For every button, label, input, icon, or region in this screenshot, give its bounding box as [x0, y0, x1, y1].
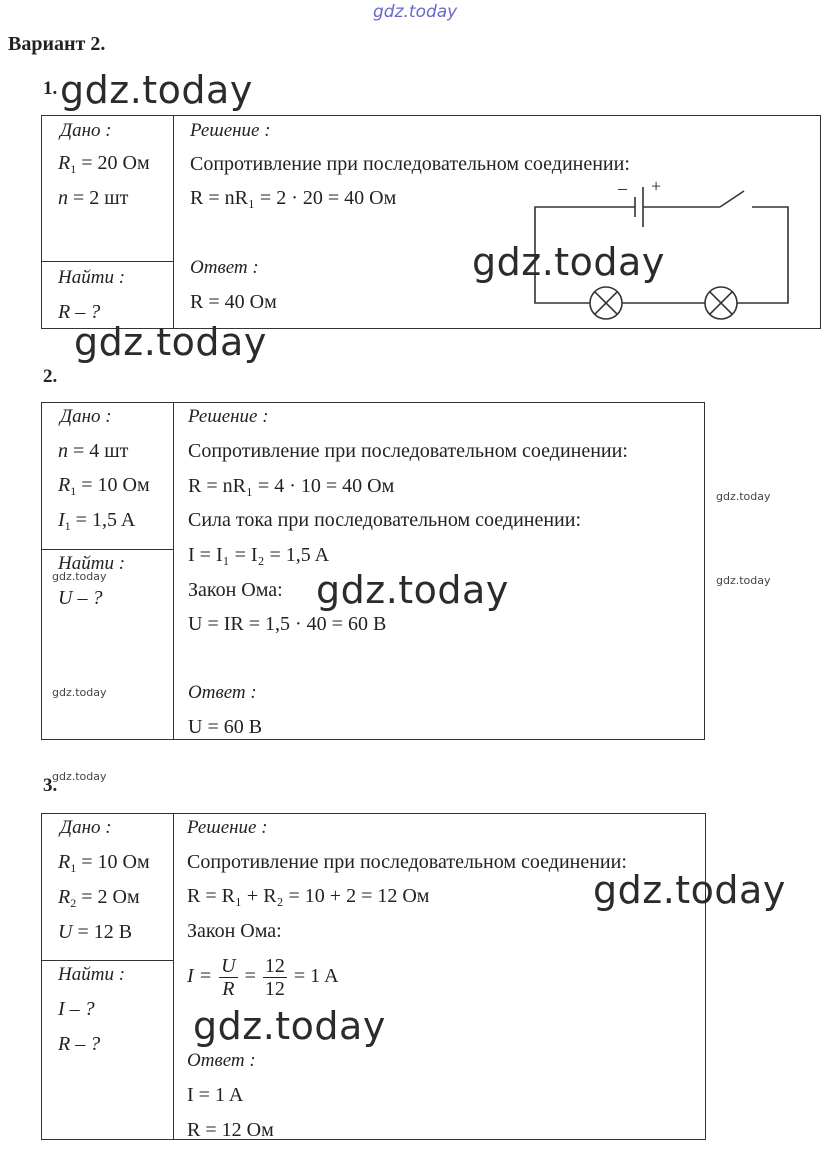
- task-1-answer-label: Ответ :: [190, 257, 259, 278]
- task-2-answer-label: Ответ :: [188, 682, 257, 703]
- battery-plus-sign: +: [651, 176, 662, 196]
- watermark: gdz.today: [716, 574, 771, 587]
- task-1-solution-line: Сопротивление при последовательном соединении:: [190, 153, 630, 175]
- task-3-answer: R = 12 Ом: [187, 1119, 274, 1141]
- task-3-find-item: R – ?: [58, 1033, 101, 1055]
- task-3-answer-label: Ответ :: [187, 1050, 256, 1071]
- task-2-solution-line: U = IR = 1,5 · 40 = 60 В: [188, 613, 387, 635]
- task-1-given-label: Дано :: [60, 120, 112, 141]
- task-2-solution-line: Сила тока при последовательном соединении:: [188, 509, 582, 531]
- watermark: gdz.today: [52, 770, 107, 783]
- watermark: gdz.today: [74, 320, 267, 364]
- watermark: gdz.today: [193, 1004, 386, 1048]
- watermark: gdz.today: [52, 686, 107, 699]
- task-3-ohm-formula: I = $\frac{U}{R}$ = $\frac{12}{12}$ = 1 A: [187, 955, 339, 1000]
- formula-fraction: $\frac{U}{R}$: [221, 955, 236, 1000]
- task-2-find-item: U – ?: [58, 587, 103, 609]
- task-3-given-label: Дано :: [60, 817, 112, 838]
- task-1-number: 1.: [43, 78, 58, 99]
- task-3-solution-line: R = R₁ + R₂ = 10 + 2 = 12 Ом: [187, 885, 430, 907]
- task-2-given-item: $R_1 = 10$ Ом: [58, 474, 150, 498]
- task-2-solution-label: Решение :: [188, 406, 269, 427]
- task-2-number: 2.: [43, 366, 58, 387]
- task-2-given-item: $I_1 = 1,5$ A: [58, 509, 136, 533]
- watermark: gdz.today: [472, 240, 665, 284]
- task-3-solution-line: Сопротивление при последовательном соединении:: [187, 851, 627, 873]
- task-3-find-label: Найти :: [58, 964, 126, 985]
- watermark: gdz.today: [60, 68, 253, 112]
- task-2-solution-line: Сопротивление при последовательном соединении:: [188, 440, 628, 462]
- watermark: gdz.today: [316, 568, 509, 612]
- task-2-solution-line: I = I₁ = I₂ = 1,5 A: [188, 544, 330, 566]
- battery-minus-sign: –: [618, 178, 627, 198]
- circuit-wire: [737, 207, 788, 303]
- task-1-solution-label: Решение :: [190, 120, 271, 141]
- page-title: Вариант 2.: [8, 33, 106, 55]
- task-3-solution-label: Решение :: [187, 817, 268, 838]
- task-2-answer: U = 60 В: [188, 716, 263, 738]
- task-2-solution-line: Закон Ома:: [188, 579, 283, 601]
- task-1-answer: R = 40 Ом: [190, 291, 277, 313]
- task-3-given-item: $R_2 = 2$ Ом: [58, 886, 140, 910]
- task-2-given-label: Дано :: [60, 406, 112, 427]
- task-3-find-item: I – ?: [58, 998, 95, 1020]
- task-2-given-item: n = 4 шт: [58, 440, 129, 462]
- task-2-solution-line: R = nR₁ = 4 · 10 = 40 Ом: [188, 475, 395, 497]
- watermark-top: gdz.today: [373, 2, 458, 22]
- task-3-given-item: $R_1 = 10$ Ом: [58, 851, 150, 875]
- task-1-solution-line: R = nR₁ = 2 · 20 = 40 Ом: [190, 187, 397, 209]
- watermark: gdz.today: [52, 570, 107, 583]
- task-3-answer: I = 1 A: [187, 1084, 244, 1106]
- task-3-solution-line: Закон Ома:: [187, 920, 282, 942]
- watermark: gdz.today: [716, 490, 771, 503]
- task-1-find-item: R – ?: [58, 301, 101, 323]
- task-1-given-item: $R_1 = 20$ Ом: [58, 152, 150, 176]
- task-2-find-label: Найти :: [58, 553, 126, 574]
- task-3-number: 3.: [43, 775, 58, 796]
- watermark: gdz.today: [593, 868, 786, 912]
- switch-lever: [720, 191, 744, 207]
- task-1-given-item: n = 2 шт: [58, 187, 129, 209]
- task-3-given-item: U = 12 В: [58, 921, 133, 943]
- formula-fraction: $\frac{12}{12}$: [264, 955, 285, 1000]
- task-1-find-label: Найти :: [58, 267, 126, 288]
